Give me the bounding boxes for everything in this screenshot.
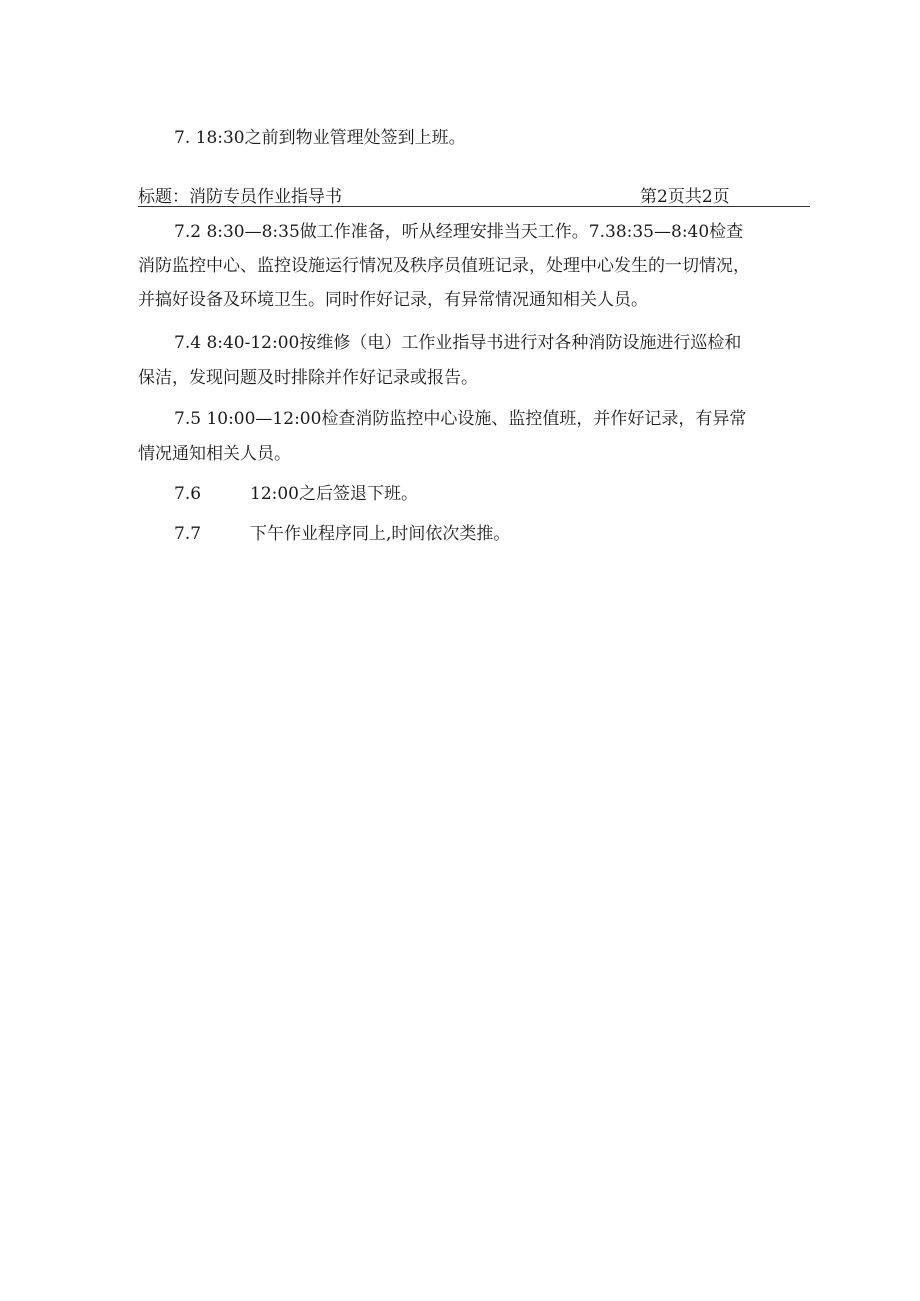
- page-header: [138, 180, 810, 207]
- paragraph-line: 消防监控中心、监控设施运行情况及秩序员值班记录，处理中心发生的一切情况，: [138, 256, 750, 276]
- section-7-7: [174, 522, 510, 546]
- item-number: 7.7: [174, 524, 202, 544]
- paragraph-line: 情况通知相关人员。: [138, 444, 291, 464]
- paragraph-line: 7.2 8:30—8:35做工作准备，听从经理安排当天工作。7.38:35—8:40检查: [174, 222, 744, 242]
- item-text: 12:00之后签退下班。: [250, 484, 418, 504]
- section-7-6: [174, 482, 418, 506]
- header-page-number: 第2页共2页: [640, 187, 730, 207]
- item-number: 7.6: [174, 484, 202, 504]
- paragraph-line: 7.4 8:40-12:00按维修（电）工作业指导书进行对各种消防设施进行巡检和: [174, 333, 742, 353]
- item-text: 下午作业程序同上,时间依次类推。: [250, 524, 511, 544]
- paragraph-line: 保洁，发现问题及时排除并作好记录或报告。: [138, 368, 478, 388]
- paragraph-line: 7.5 10:00—12:00检查消防监控中心设施、监控值班，并作好记录，有异常: [174, 409, 747, 429]
- intro-line: 7. 18:30之前到物业管理处签到上班。: [174, 128, 466, 148]
- header-title: 标题：消防专员作业指导书: [138, 187, 342, 207]
- paragraph-line: 并搞好设备及环境卫生。同时作好记录，有异常情况通知相关人员。: [138, 290, 648, 310]
